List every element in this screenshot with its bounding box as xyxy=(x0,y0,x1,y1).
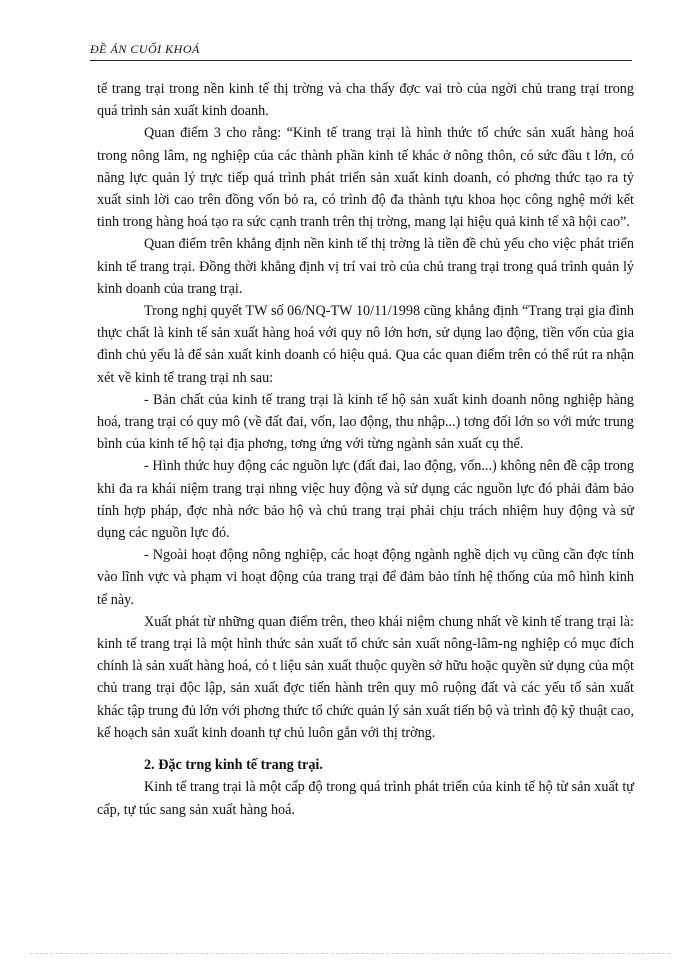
document-body xyxy=(97,78,634,821)
paragraph-viewpoint-summary: Quan điểm trên khẳng định nền kinh tế thị trờng là tiền đề chủ yếu cho việc phát triển kinh tế trang trại. Đồng thời khẳng định vị trí vai trò của chủ trang trại trong quá trình quản lý kinh doanh của trang trại. xyxy=(97,236,634,297)
paragraph-definition: Xuất phát từ những quan điểm trên, theo khái niệm chung nhất về kinh tế trang trại là: kinh tế trang trại là một hình thức sản xuất tổ chức sản xuất nông-lâm-ng nghiệp có mục đích chính là sản xuất hàng hoá, có t liệu sản xuất thuộc quyền sở hữu hoặc quyền sử dụng của một chủ trang trại độc lập, sản xuất đợc tiến hành trên quy mô ruộng đất và các yếu tố sản xuất khác tập trung đủ lớn với phơng thức tổ chức quản lý sản xuất tiến bộ và trình độ kỹ thuật cao, kế hoạch sản xuất kinh doanh tự chủ luôn gắn với thị trờng. xyxy=(97,613,634,741)
page-bottom-divider xyxy=(30,953,670,954)
paragraph-characteristics: Kinh tế trang trại là một cấp độ trong quá trình phát triển của kinh tế hộ từ sản xuất tự cấp, tự túc sang sản xuất hàng hoá. xyxy=(97,779,634,818)
paragraph-viewpoint-3: Quan điểm 3 cho rằng: “Kinh tế trang trại là hình thức tổ chức sản xuất hàng hoá trong nông lâm, ng nghiệp của các thành phần kinh tế khác ở nông thôn, có sức đầu t lớn, có năng lực quản lý trực tiếp quá trình phát triển sản xuất kinh doanh, có phơng thức tạo ra tỷ xuất sinh lời cao trên đồng vốn bỏ ra, có trình độ đa thành tựu khoa học công nghệ mới kết tinh trong hàng hoá tạo ra sức cạnh tranh trên thị trờng, mang lại hiệu quả kinh tế xã hội cao”. xyxy=(97,125,634,231)
paragraph-resolution: Trong nghị quyết TW số 06/NQ-TW 10/11/1998 cũng khẳng định “Trang trại gia đình thực chất là kinh tế sản xuất hàng hoá với quy nô lớn hơn, sử dụng lao động, tiền vốn của gia đình chủ yếu là để sản xuất kinh doanh có hiệu quả. Qua các quan điểm trên có thể rút ra nhận xét về kinh tế trang trại nh sau: xyxy=(97,303,634,386)
bullet-services: - Ngoài hoạt động nông nghiệp, các hoạt động ngành nghề dịch vụ cũng cần đợc tính vào lĩnh vực và phạm vi hoạt động của trang trại để đảm bảo tính hệ thống của mô hình kinh tế này. xyxy=(97,547,634,608)
section-heading: 2. Đặc trng kinh tế trang trại. xyxy=(144,757,323,774)
page-header: ĐỀ ÁN CUỐI KHOÁ xyxy=(90,40,632,61)
paragraph-continuation: tế trang trại trong nền kinh tế thị trờng và cha thấy đợc vai trò của ngời chủ trang trại trong quá trình sản xuất kinh doanh. xyxy=(97,81,634,120)
bullet-nature: - Bản chất của kinh tế trang trại là kinh tế hộ sản xuất kinh doanh nông nghiệp hàng hoá, trang trại có quy mô (về đất đai, vốn, lao động, thu nhập...) tơng đối lớn so với mức trung bình của kinh tế hộ tại địa phơng, tơng ứng với từng ngành sản xuất cụ thể. xyxy=(97,391,634,453)
bullet-resources: - Hình thức huy động các nguồn lực (đất đai, lao động, vốn...) không nên đề cập trong khi đa ra khái niệm trang trại nhng việc huy động và sử dụng các nguồn lực đó phải đảm bảo tính hợp pháp, đợc nhà nớc bảo hộ và chủ trang trại phải chịu trách nhiệm huy động và sử dụng các nguồn lực đó. xyxy=(97,458,634,542)
